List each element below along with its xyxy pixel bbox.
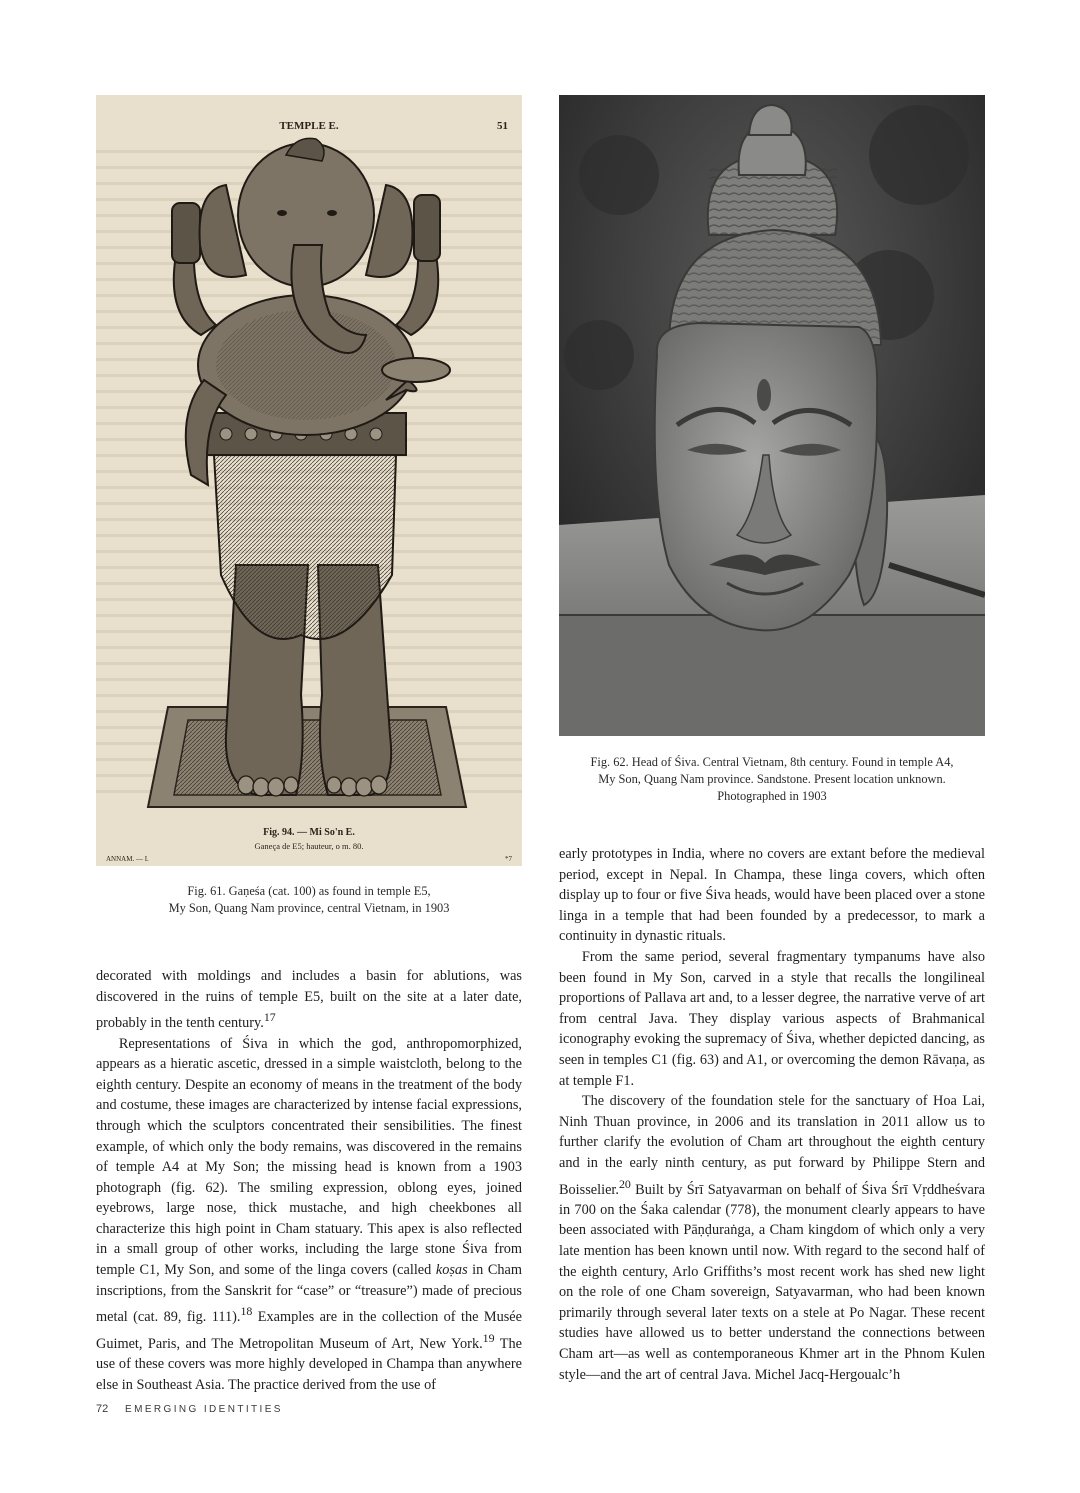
paragraph [559,1091,985,1385]
paragraph-text: Built by Śrī Satyavarman on behalf of Śiva Śrī Vṛddheśvara in 700 on the Śaka calendar (778), the monument clearly appears to have been associated with Pāṇḍuraṅga, a Cham kingdom of which only a very late mention has been known until now. With regard to the second half of the eighth century, Arlo Griffiths’s most recent work has shed new light on the role of one Cham sovereign, Satyavarman, who had been known primarily through several later texts on a stele at Po Nagar. These recent studies have allowed us to better understand the connections between Cham art—as well as contemporaneous Khmer art in the Phnom Kulen style—and the art of central Java. Michel Jacq-Hergoualc’h [559,1181,985,1383]
paragraph-text: The discovery of the foundation stele for the sanctuary of Hoa Lai, Ninh Thuan province, in 2006 and its translation in 2011 allow us to further clarify the evolution of Cham art throughout the eighth century and in the early ninth century, as put forward by Philippe Stern and Boisselier. [559,1093,985,1198]
siva-head-photo-image [559,95,985,736]
paragraph-text: Examples are in the collection of the Musée Guimet, Paris, and The Metropolitan Museum of Art, New York. [96,1309,522,1352]
figure-61-caption [96,883,522,917]
footnote-ref[interactable]: 19 [482,1330,495,1345]
paragraph-text: Representations of Śiva in which the god, anthropomorphized, appears as a hieratic ascetic, dressed in a simple waistcloth, belong to the eighth century. Despite an economy of means in the treatment of the body and costume, these images are characterized by intense facial expressions, through which the sculptors concentrated their sensibilities. The finest example, of which only the body remains, was discovered in the remains of temple A4 at My Son; the missing head is known from a 1903 photograph (fig. 62). The smiling expression, oblong eyes, joined eyebrows, large nose, thick mustache, and high cheekbones all characterize this high point in Cham statuary. This apex is also reflected in a small group of other works, including the large stone Śiva from temple C1, My Son, and some of the linga covers (called [96,1035,522,1279]
figure-62-caption-line1: Fig. 62. Head of Śiva. Central Vietnam, 8th century. Found in temple A4, [590,755,954,769]
left-text-column [96,966,522,1395]
plate-caption-line1: Fig. 94. — Mi So'n E. [263,827,355,838]
footnote-ref[interactable]: 18 [240,1304,253,1319]
right-text-column [559,844,985,1385]
italic-term: koṣas [435,1262,468,1279]
footnote-ref[interactable]: 17 [263,1010,276,1025]
ganesa-engraving-image [96,95,522,866]
paragraph: early prototypes in India, where no covers are extant before the medieval period, except in Nepal. In Champa, these linga covers, which often display up to four or five Śiva heads, would have been placed over a stone linga in a temple that had been founded by a predecessor, to mark a continuity in dynastic rituals. [559,846,985,945]
figure-61-ganesa-engraving [96,95,522,866]
paragraph [96,1034,522,1396]
paragraph-text: The use of these covers was more highly developed in Champa than anywhere else in Southeast Asia. The practice derived from the use of [96,1335,522,1393]
paragraph-text: decorated with moldings and includes a basin for ablutions, was discovered in the ruins of temple E5, built on the site at a later date, probably in the tenth century. [96,968,522,1031]
plate-footer-right: *7 [505,855,512,863]
plate-header: TEMPLE E. [279,120,339,132]
page-number: 72 [96,1403,109,1415]
figure-62-caption [559,754,985,805]
plate-footer-left: ANNAM. — I. [106,855,149,863]
plate-page-number: 51 [497,120,508,132]
figure-61-caption-line2: My Son, Quang Nam province, central Vietnam, in 1903 [168,901,450,915]
plate-caption-line2: Ganeça de E5; hauteur, o m. 80. [254,841,364,851]
figure-62-siva-head-photo [559,95,985,736]
running-title: EMERGING IDENTITIES [125,1404,283,1415]
paragraph [96,966,522,1034]
figure-61-caption-line1: Fig. 61. Gaṇeśa (cat. 100) as found in temple E5, [187,884,431,898]
figure-62-caption-line2: My Son, Quang Nam province. Sandstone. Present location unknown. [598,772,946,786]
page-footer [96,1403,283,1415]
figure-62-caption-line3: Photographed in 1903 [717,789,827,803]
footnote-ref[interactable]: 20 [618,1176,631,1191]
paragraph: From the same period, several fragmentary tympanums have also been found in My Son, carved in a style that recalls the longilineal proportions of Pallava art and, to a lesser degree, the narrative verve of art from central Java. They display various aspects of Brahmanical iconography evoking the supremacy of Śiva, whether depicted dancing, as seen in temples C1 (fig. 63) and A1, or overcoming the demon Rāvaṇa, as at temple F1. [559,948,985,1089]
paragraph-text: in Cham inscriptions, from the Sanskrit for “case” or “treasure”) made of precious metal (cat. 89, fig. 111). [96,1262,523,1326]
